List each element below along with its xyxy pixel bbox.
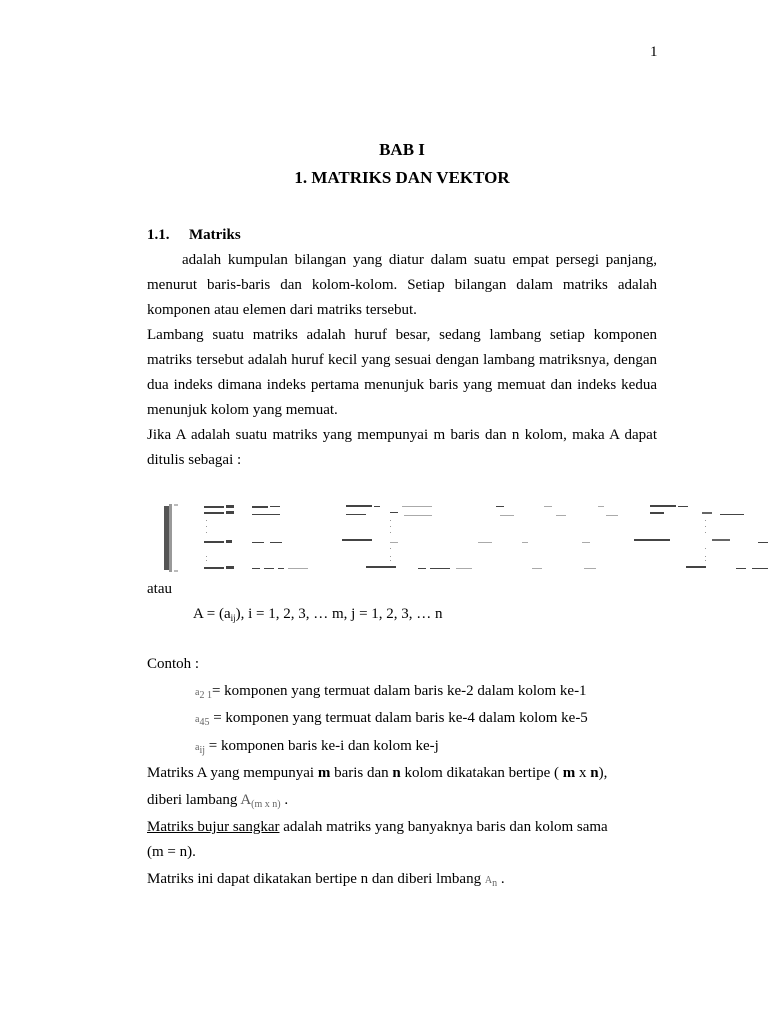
bertipe-x: x (575, 765, 591, 781)
contoh-item (195, 738, 439, 756)
contoh-text: = komponen yang termuat dalam baris ke-4 dalam kolom ke-5 (209, 710, 588, 726)
bertipe-m: m (562, 765, 576, 781)
formula-rest: ), i = 1, 2, 3, … m, j = 1, 2, 3, … n (235, 606, 443, 622)
paragraph-definition-text: adalah kumpulan bilangan yang diatur dalam suatu empat persegi panjang, menurut baris-baris dan kolom-kolom. Setiap bilangan dalam matriks adalah komponen atau elemen dari matriks tersebut. (147, 252, 657, 318)
bertipe-text: baris dan (330, 765, 393, 781)
last-sub: n (492, 878, 498, 889)
bujur-sangkar-line (147, 819, 608, 836)
atau-label: atau (147, 581, 172, 597)
formula-sub: ij (230, 613, 236, 623)
bertipe-text: kolom dikatakan bertipe ( (400, 765, 563, 781)
last-text: Matriks ini dapat dikatakan bertipe n dan diberi lmbang (147, 871, 485, 887)
page-number: 1 (650, 44, 658, 60)
bertipe-m: m (317, 765, 331, 781)
symbol-a: a (195, 687, 200, 698)
lambang-end: . (280, 792, 289, 808)
bertipe-line (147, 765, 607, 782)
contoh-item (195, 683, 587, 701)
last-symbol: A (484, 875, 493, 886)
symbol-sub: ij (199, 745, 206, 756)
bujur-sangkar-term: Matriks bujur sangkar (147, 819, 280, 835)
lambang-text: diberi lambang (147, 792, 241, 808)
index-formula (193, 606, 443, 623)
bujur-sangkar-text: adalah matriks yang banyaknya baris dan kolom sama (279, 819, 608, 835)
bertipe-text: ), (598, 765, 608, 781)
lambang-line (147, 792, 288, 810)
symbol-sub: 2 1 (199, 690, 212, 701)
bertipe-n: n (590, 765, 599, 781)
lambang-symbol: A (240, 792, 252, 808)
paragraph-jika: Jika A adalah suatu matriks yang mempunyai m baris dan n kolom, maka A dapat ditulis sebagai : (147, 427, 657, 468)
matrix-figure (160, 498, 768, 578)
chapter-title: 1. MATRIKS DAN VEKTOR (294, 168, 510, 187)
paragraph-definition (147, 248, 657, 323)
contoh-label: Contoh : (147, 656, 200, 672)
bujur-sangkar-line-2: (m = n). (147, 844, 196, 860)
section-title: Matriks (189, 227, 241, 243)
symbol-a: a (195, 714, 200, 725)
contoh-item (195, 710, 588, 728)
symbol-sub: 45 (199, 717, 210, 728)
bab-heading: BAB I (379, 140, 425, 159)
symbol-a: a (195, 742, 200, 753)
lambang-sub: (m x n) (251, 799, 281, 810)
formula-a: A = (a (193, 606, 231, 622)
last-end: . (497, 871, 505, 887)
last-line (147, 871, 505, 889)
paragraph-lambang: Lambang suatu matriks adalah huruf besar, sedang lambang setiap komponen matriks tersebut adalah huruf kecil yang sesuai dengan lambang matriksnya, dengan dua indeks dimana indeks pertama menunjuk baris yang memuat dan indeks kedua menunjuk kolom yang memuat. (147, 327, 657, 418)
bertipe-n: n (392, 765, 401, 781)
matrix-image (160, 498, 768, 578)
contoh-text: = komponen yang termuat dalam baris ke-2 dalam kolom ke-1 (211, 683, 587, 699)
bertipe-text: Matriks A yang mempunyai (147, 765, 318, 781)
contoh-text: = komponen baris ke-i dan kolom ke-j (205, 738, 439, 754)
section-number: 1.1. (147, 227, 170, 243)
